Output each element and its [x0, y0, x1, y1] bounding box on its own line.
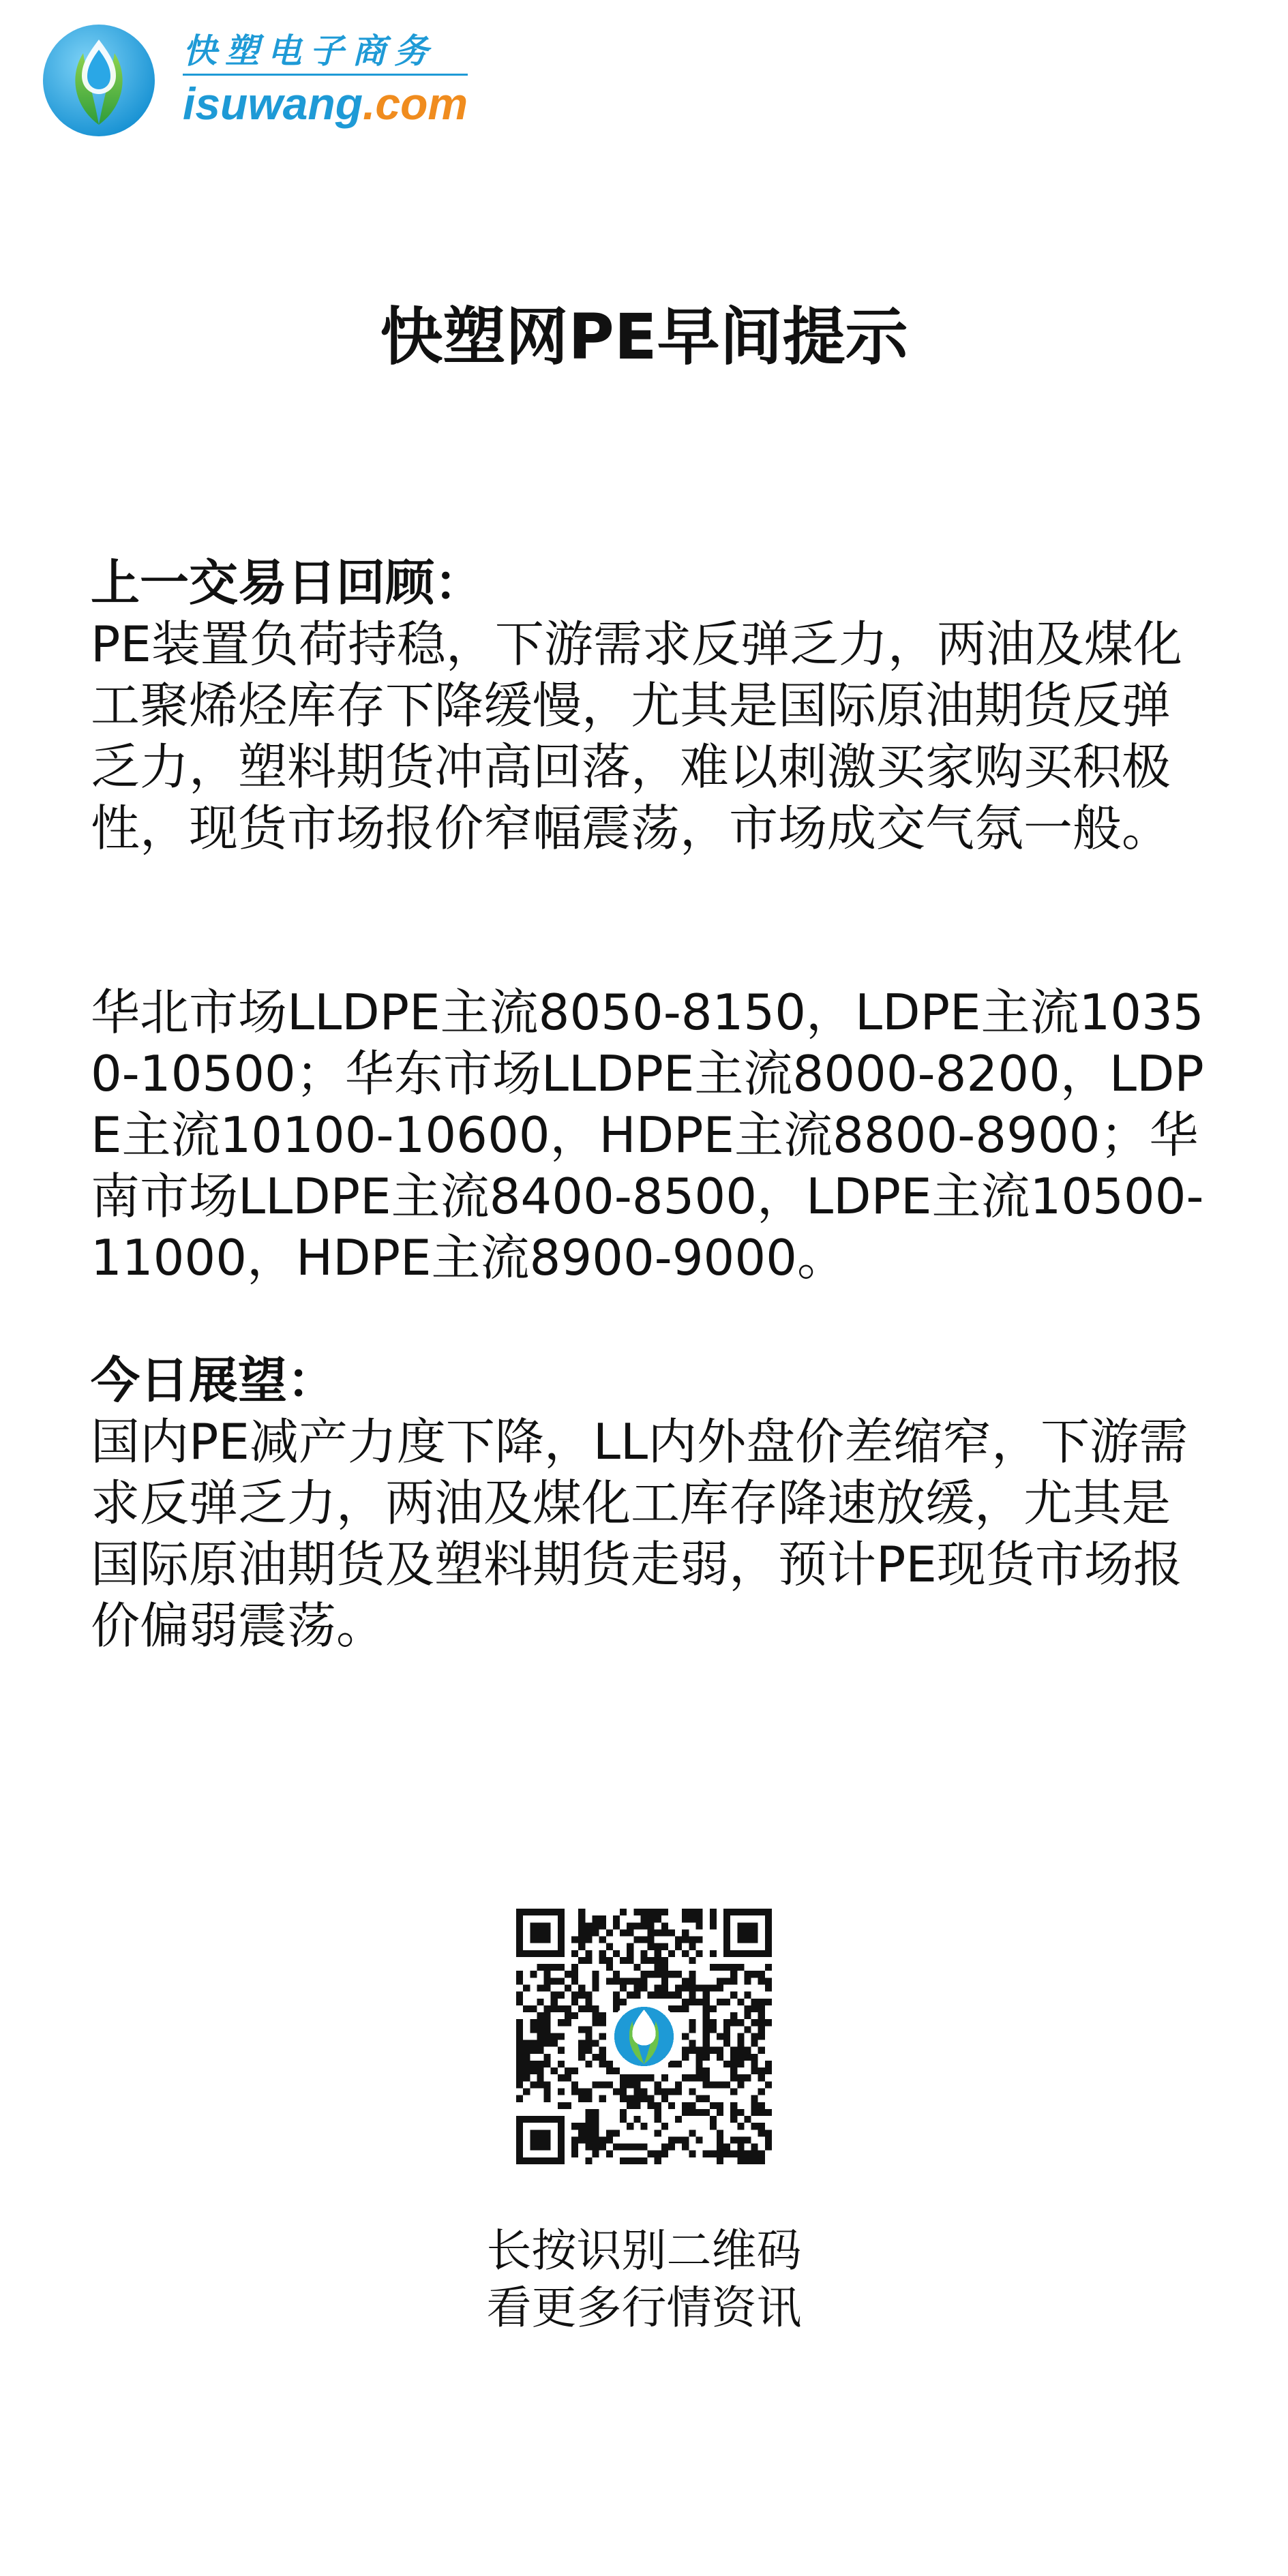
- outlook-section: [91, 1350, 1209, 1656]
- page-title: 快塑网PE早间提示: [380, 301, 908, 374]
- review-section: [91, 552, 1209, 859]
- brand-name-en-suffix: .com: [363, 78, 468, 129]
- qr-caption: [0, 2222, 1288, 2337]
- brand-text: [183, 31, 468, 129]
- qr-caption-line2: 看更多行情资讯: [486, 2282, 802, 2334]
- qr-code-icon[interactable]: [516, 1909, 772, 2164]
- leaf-drop-logo-icon: [41, 22, 157, 138]
- brand-name-cn: 快塑电子商务: [183, 34, 468, 76]
- brand-name-en-main: isuwang: [183, 78, 363, 129]
- qr-caption-line1: 长按识别二维码: [486, 2224, 802, 2277]
- prices-section: [91, 982, 1209, 1288]
- brand-name-en: [183, 78, 468, 129]
- prices-text: 华北市场LLDPE主流8050-8150，LDPE主流10350-10500；华东市场LLDPE主流8000-8200，LDPE主流10100-10600，HDPE主流8800-8900；华南市场LLDPE主流8400-8500，LDPE主流10500-11000，HDPE主流8900-9000。: [91, 984, 1204, 1286]
- brand-logo: [41, 20, 468, 140]
- outlook-heading: 今日展望：: [91, 1352, 337, 1409]
- review-text: PE装置负荷持稳，下游需求反弹乏力，两油及煤化工聚烯烃库存下降缓慢，尤其是国际原油期货反弹乏力，塑料期货冲高回落，难以刺激买家购买积极性，现货市场报价窄幅震荡，市场成交气氛一般。: [91, 616, 1182, 857]
- outlook-text: 国内PE减产力度下降，LL内外盘价差缩窄，下游需求反弹乏力，两油及煤化工库存降速放缓，尤其是国际原油期货及塑料期货走弱，预计PE现货市场报价偏弱震荡。: [91, 1413, 1188, 1654]
- review-heading: 上一交易日回顾：: [91, 554, 484, 611]
